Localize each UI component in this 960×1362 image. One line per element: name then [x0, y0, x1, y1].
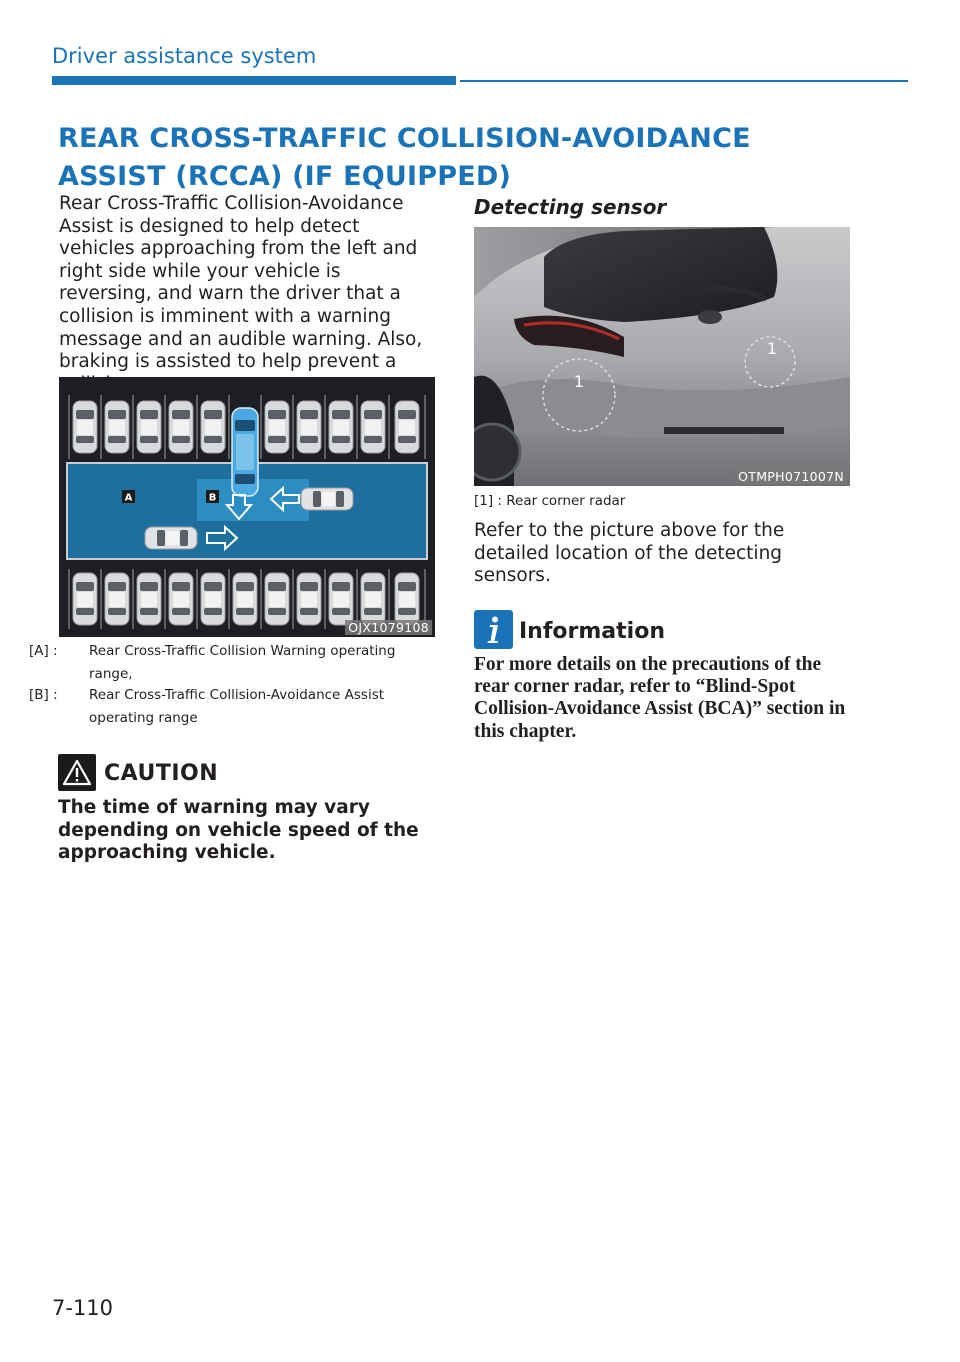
caption-b	[29, 684, 439, 729]
header-bar	[52, 76, 456, 85]
caution-text: The time of warning may vary depending on vehicle speed of the approaching vehicle.	[58, 797, 419, 864]
caption-b-key: [B] :	[29, 687, 58, 703]
vehicle-rear-illustration	[474, 227, 850, 486]
info-icon	[474, 610, 513, 649]
header-rule	[460, 80, 908, 82]
page-number: 7-110	[52, 1296, 114, 1320]
radar-marker-left: 1	[573, 372, 585, 391]
radar-caption: [1] : Rear corner radar	[474, 493, 626, 509]
zone-a-label: A	[124, 492, 133, 504]
caption-a-text: Rear Cross-Traffic Collision Warning operating range,	[89, 643, 396, 682]
information-text: For more details on the precautions of the rear corner radar, refer to “Blind-Spot Collision-Avoidance Assist (BCA)” section in this chapter.	[474, 654, 846, 742]
caption-a-key: [A] :	[29, 643, 58, 659]
parking-diagram	[59, 377, 435, 637]
intro-paragraph: Rear Cross-Traffic Collision-Avoidance Assist is designed to help detect vehicles approaching from the left and right side while your vehicle is reversing, and warn the driver that a collision is imminent with a warning message and an audible warning. Also, braking is assisted to help prevent a	[59, 193, 423, 373]
warning-icon	[58, 754, 96, 791]
vehicle-rear-figure	[474, 227, 850, 486]
detecting-sensor-text: Refer to the picture above for the detailed location of the detecting sensors.	[474, 520, 785, 587]
detecting-sensor-heading: Detecting sensor	[474, 195, 667, 219]
parking-figure	[59, 377, 435, 637]
radar-marker-right: 1	[766, 339, 778, 358]
information-title: Information	[519, 619, 665, 644]
zone-b-label: B	[208, 492, 217, 504]
figure-code: OTMPH071007N	[735, 469, 847, 484]
caption-b-text: Rear Cross-Traffic Collision-Avoidance Assist operating range	[89, 687, 385, 726]
caution-title: CAUTION	[104, 761, 219, 786]
caption-a	[29, 640, 439, 685]
header-title: Driver assistance system	[52, 44, 317, 68]
section-title: REAR CROSS-TRAFFIC COLLISION-AVOIDANCE ASSIST (RCCA) (IF EQUIPPED)	[58, 123, 751, 192]
figure-code: OJX1079108	[345, 620, 432, 635]
